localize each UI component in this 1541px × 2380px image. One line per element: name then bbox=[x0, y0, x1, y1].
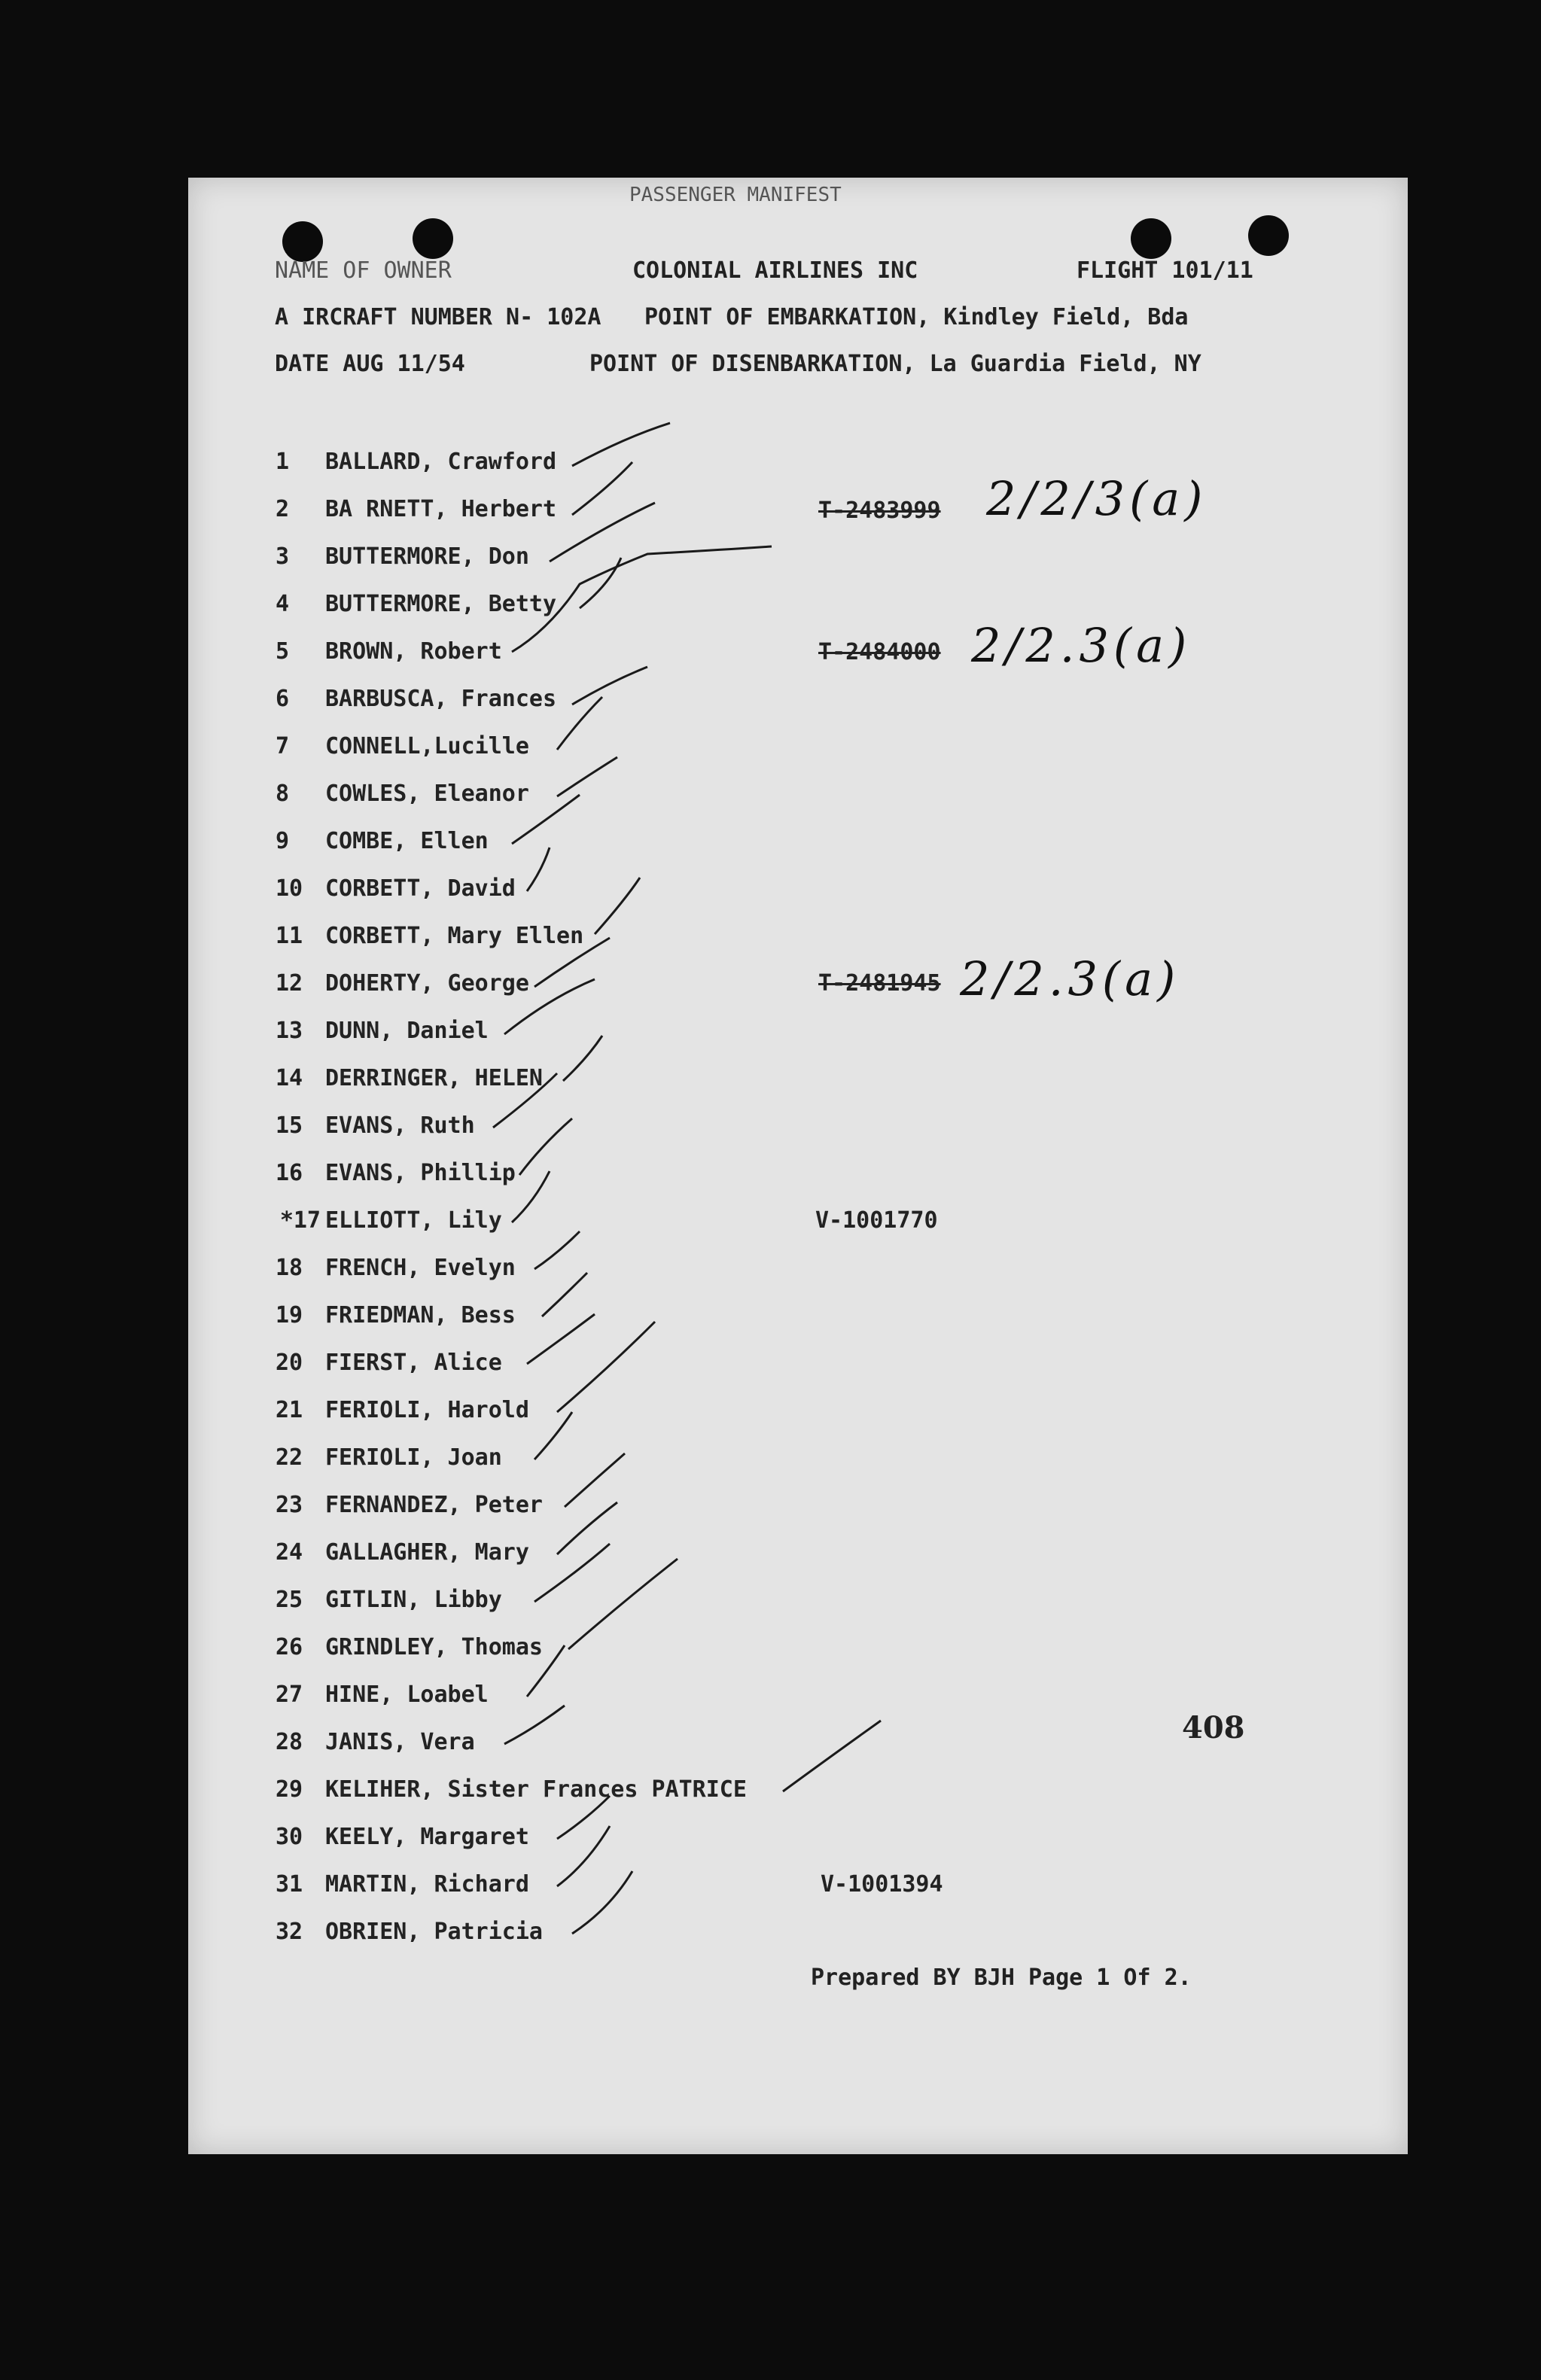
row-number: 8 bbox=[276, 781, 290, 807]
check-mark bbox=[557, 1322, 655, 1412]
faded-title: PASSENGER MANIFEST bbox=[629, 184, 842, 206]
check-mark bbox=[519, 1118, 572, 1175]
passenger-name: FERNANDEZ, Peter bbox=[325, 1492, 543, 1518]
check-mark bbox=[572, 423, 670, 466]
row-number: 30 bbox=[276, 1824, 303, 1850]
punch-hole bbox=[1131, 218, 1171, 259]
passenger-name: FERIOLI, Joan bbox=[325, 1444, 502, 1471]
margin-number: 408 bbox=[1182, 1710, 1245, 1745]
point-of-disembarkation: POINT OF DISENBARKATION, La Guardia Field, NY bbox=[589, 351, 1201, 377]
passenger-name: BA RNETT, Herbert bbox=[325, 496, 557, 522]
typed-reference: T-2483999 bbox=[818, 498, 941, 524]
manifest-page bbox=[188, 178, 1408, 2154]
passenger-name: DOHERTY, George bbox=[325, 970, 529, 997]
row-number: 20 bbox=[276, 1350, 303, 1376]
handwritten-reference: 2/2/3(a) bbox=[986, 471, 1208, 526]
punch-hole bbox=[282, 221, 323, 262]
row-number: 22 bbox=[276, 1444, 303, 1471]
passenger-name: DERRINGER, HELEN bbox=[325, 1065, 543, 1091]
passenger-name: GRINDLEY, Thomas bbox=[325, 1634, 543, 1660]
row-number: 5 bbox=[276, 638, 290, 665]
check-mark bbox=[504, 1706, 565, 1744]
row-number: 9 bbox=[276, 828, 290, 854]
visa-reference: V-1001770 bbox=[815, 1207, 938, 1234]
check-mark bbox=[512, 1171, 550, 1222]
row-number: *17 bbox=[279, 1207, 321, 1234]
passenger-name: OBRIEN, Patricia bbox=[325, 1919, 543, 1945]
passenger-name: MARTIN, Richard bbox=[325, 1871, 529, 1898]
row-number: 13 bbox=[276, 1018, 303, 1044]
aircraft-number: A IRCRAFT NUMBER N- 102A bbox=[275, 304, 601, 330]
row-number: 2 bbox=[276, 496, 290, 522]
check-mark bbox=[557, 757, 617, 796]
typed-reference: T-2484000 bbox=[818, 639, 941, 665]
row-number: 19 bbox=[276, 1302, 303, 1328]
manifest-date: DATE AUG 11/54 bbox=[275, 351, 465, 377]
passenger-name: FIERST, Alice bbox=[325, 1350, 502, 1376]
passenger-name: COWLES, Eleanor bbox=[325, 781, 529, 807]
check-mark bbox=[557, 1826, 610, 1886]
check-mark bbox=[783, 1721, 881, 1791]
passenger-name: BROWN, Robert bbox=[325, 638, 502, 665]
passenger-name: KELIHER, Sister Frances PATRICE bbox=[325, 1776, 747, 1803]
row-number: 7 bbox=[276, 733, 290, 759]
row-number: 29 bbox=[276, 1776, 303, 1803]
passenger-name: EVANS, Phillip bbox=[325, 1160, 516, 1186]
row-number: 27 bbox=[276, 1682, 303, 1708]
punch-hole bbox=[1248, 215, 1289, 256]
check-mark bbox=[542, 1273, 587, 1316]
passenger-name: ELLIOTT, Lily bbox=[325, 1207, 502, 1234]
passenger-name: DUNN, Daniel bbox=[325, 1018, 489, 1044]
flight-number: FLIGHT 101/11 bbox=[1077, 257, 1253, 284]
check-mark bbox=[565, 1453, 625, 1507]
passenger-name: COMBE, Ellen bbox=[325, 828, 489, 854]
row-number: 28 bbox=[276, 1729, 303, 1755]
row-number: 1 bbox=[276, 449, 290, 475]
passenger-name: FRIEDMAN, Bess bbox=[325, 1302, 516, 1328]
airline-name: COLONIAL AIRLINES INC bbox=[632, 257, 918, 284]
row-number: 32 bbox=[276, 1919, 303, 1945]
check-mark bbox=[572, 667, 647, 705]
point-of-embarkation: POINT OF EMBARKATION, Kindley Field, Bda bbox=[644, 304, 1189, 330]
passenger-name: GALLAGHER, Mary bbox=[325, 1539, 529, 1566]
check-mark bbox=[534, 1544, 610, 1602]
passenger-name: BALLARD, Crawford bbox=[325, 449, 557, 475]
row-number: 26 bbox=[276, 1634, 303, 1660]
prepared-by-footer: Prepared BY BJH Page 1 Of 2. bbox=[811, 1965, 1192, 1991]
passenger-name: CORBETT, David bbox=[325, 875, 516, 902]
check-mark bbox=[572, 1871, 632, 1934]
row-number: 16 bbox=[276, 1160, 303, 1186]
passenger-name: FERIOLI, Harold bbox=[325, 1397, 529, 1423]
check-mark bbox=[527, 848, 550, 891]
check-mark bbox=[572, 462, 632, 515]
passenger-name: HINE, Loabel bbox=[325, 1682, 489, 1708]
passenger-name: GITLIN, Libby bbox=[325, 1587, 502, 1613]
check-mark bbox=[563, 1036, 602, 1081]
check-mark bbox=[557, 697, 602, 750]
passenger-name: JANIS, Vera bbox=[325, 1729, 475, 1755]
check-mark bbox=[557, 1502, 617, 1554]
visa-reference: V-1001394 bbox=[821, 1871, 943, 1898]
row-number: 25 bbox=[276, 1587, 303, 1613]
row-number: 11 bbox=[276, 923, 303, 949]
passenger-name: FRENCH, Evelyn bbox=[325, 1255, 516, 1281]
passenger-name: BUTTERMORE, Don bbox=[325, 543, 529, 570]
handwritten-reference: 2/2.3(a) bbox=[960, 951, 1180, 1006]
row-number: 4 bbox=[276, 591, 290, 617]
punch-hole bbox=[413, 218, 453, 259]
row-number: 23 bbox=[276, 1492, 303, 1518]
check-mark bbox=[527, 1314, 595, 1364]
row-number: 18 bbox=[276, 1255, 303, 1281]
row-number: 10 bbox=[276, 875, 303, 902]
check-mark bbox=[580, 558, 621, 608]
passenger-name: BARBUSCA, Frances bbox=[325, 686, 557, 712]
row-number: 21 bbox=[276, 1397, 303, 1423]
passenger-name: CORBETT, Mary Ellen bbox=[325, 923, 584, 949]
row-number: 3 bbox=[276, 543, 290, 570]
check-mark bbox=[595, 878, 640, 934]
row-number: 12 bbox=[276, 970, 303, 997]
handwritten-reference: 2/2.3(a) bbox=[971, 618, 1192, 673]
passenger-name: CONNELL,Lucille bbox=[325, 733, 529, 759]
check-mark bbox=[568, 1559, 678, 1649]
owner-label: NAME OF OWNER bbox=[275, 257, 452, 284]
passenger-name: EVANS, Ruth bbox=[325, 1112, 475, 1139]
row-number: 15 bbox=[276, 1112, 303, 1139]
check-mark bbox=[550, 503, 655, 562]
row-number: 14 bbox=[276, 1065, 303, 1091]
row-number: 31 bbox=[276, 1871, 303, 1898]
typed-reference: T-2481945 bbox=[818, 970, 941, 997]
passenger-name: BUTTERMORE, Betty bbox=[325, 591, 557, 617]
check-mark bbox=[534, 1412, 572, 1459]
row-number: 24 bbox=[276, 1539, 303, 1566]
check-mark bbox=[534, 1231, 580, 1269]
passenger-name: KEELY, Margaret bbox=[325, 1824, 529, 1850]
row-number: 6 bbox=[276, 686, 290, 712]
